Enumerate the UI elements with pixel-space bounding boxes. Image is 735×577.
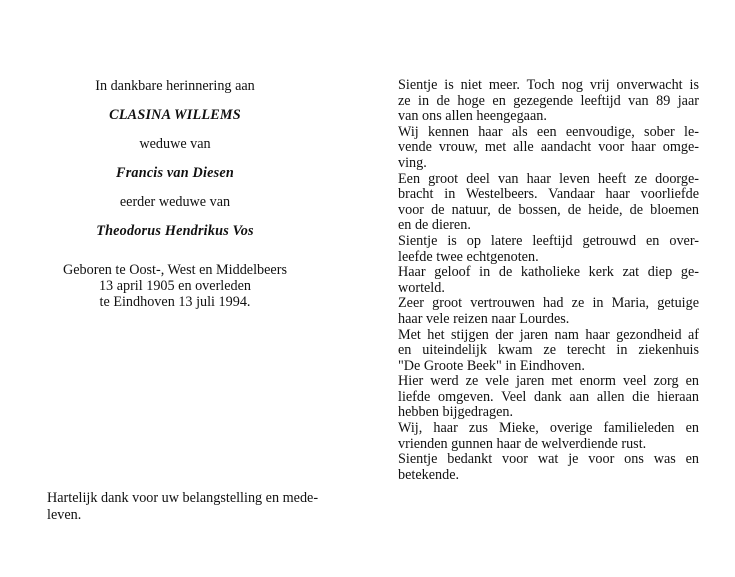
paragraph-line: vende vrouw, met alle aandacht voor haar omge- xyxy=(398,139,699,156)
paragraph-line: en uiteindelijk kwam ze terecht in ziekenhuis xyxy=(398,342,699,359)
paragraph-line: leefde twee echtgenoten. xyxy=(398,248,539,265)
earlier-widow-label: eerder weduwe van xyxy=(119,194,231,210)
paragraph-line: van ons allen heengegaan. xyxy=(398,108,547,125)
paragraph-line: Haar geloof in de katholieke kerk zat diep ge- xyxy=(398,264,699,281)
paragraph-line: ving. xyxy=(398,154,427,171)
intro-text: In dankbare herinnering aan xyxy=(95,78,255,94)
biography-block xyxy=(30,262,320,310)
widow-of-label: weduwe van xyxy=(139,136,211,152)
paragraph-line: Zeer groot vertrouwen had ze in Maria, getuige xyxy=(398,295,699,312)
second-husband-name: Theodorus Hendrikus Vos xyxy=(96,223,254,239)
bio-line: 13 april 1905 en overleden xyxy=(98,278,252,294)
thanks-note xyxy=(47,490,332,524)
paragraph-line: ze in de hoge en gezegende leeftijd van 89 jaar xyxy=(398,92,699,109)
paragraph-line: Hier werd ze vele jaren met enorm veel zorg en xyxy=(398,373,699,390)
paragraph-line: Sientje is niet meer. Toch nog vrij onverwacht is xyxy=(398,77,699,93)
paragraph-line: vrienden gunnen haar de welverdiende rust. xyxy=(398,435,647,452)
paragraph-line: Met het stijgen der jaren nam haar gezondheid af xyxy=(398,326,699,343)
paragraph-line: Wij, haar zus Mieke, overige familieleden en xyxy=(398,420,699,437)
paragraph-line: Een groot deel van haar leven heeft ze doorge- xyxy=(398,170,699,187)
right-column-text xyxy=(398,78,699,483)
deceased-name: CLASINA WILLEMS xyxy=(109,107,241,123)
paragraph-line: Wij kennen haar als een eenvoudige, sober le- xyxy=(398,123,699,140)
paragraph-line: Sientje bedankt voor wat je voor ons was en xyxy=(398,451,699,468)
paragraph-line: voor de natuur, de bossen, de heide, de bloemen xyxy=(398,201,699,218)
paragraph-line: "De Groote Beek" in Eindhoven. xyxy=(398,357,585,374)
paragraph-line: haar vele reizen naar Lourdes. xyxy=(398,310,570,327)
paragraph-line: betekende. xyxy=(398,466,460,483)
paragraph-line: Sientje is op latere leeftijd getrouwd en over- xyxy=(398,232,699,249)
first-husband-name: Francis van Diesen xyxy=(116,165,234,181)
thanks-line: Hartelijk dank voor uw belangstelling en mede- xyxy=(47,490,319,506)
bio-line: te Eindhoven 13 juli 1994. xyxy=(99,294,251,310)
paragraph-line: liefde omgeven. Veel dank aan allen die hieraan xyxy=(398,388,699,405)
paragraph-line: en de dieren. xyxy=(398,217,471,234)
paragraph-line: bracht in Westelbeers. Vandaar haar voorliefde xyxy=(398,186,699,203)
bio-line: Geboren te Oost-, West en Middelbeers xyxy=(63,262,287,278)
left-column xyxy=(30,78,320,310)
thanks-line: leven. xyxy=(47,507,82,523)
paragraph-line: hebben bijgedragen. xyxy=(398,404,514,421)
paragraph-line: worteld. xyxy=(398,279,445,296)
